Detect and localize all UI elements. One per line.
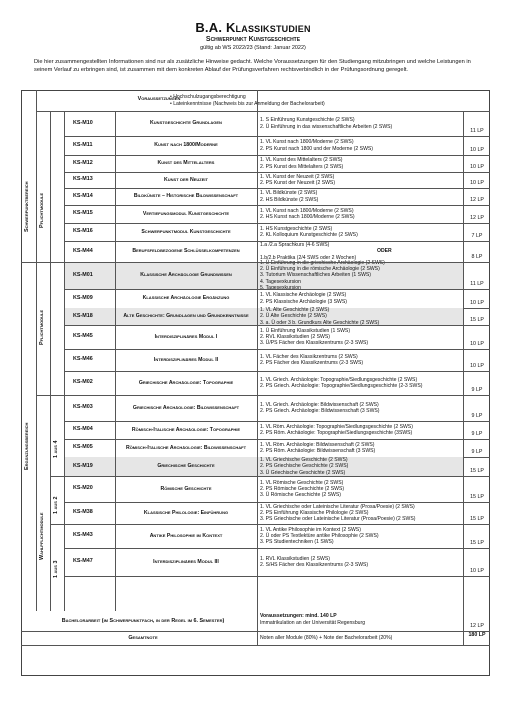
module-course: 2. KL Kolloquium Kunstgeschichte (2 SWS): [260, 232, 358, 238]
module-course: 1. VL Alte Geschichte (2 SWS): [260, 307, 330, 314]
module-name: Griechische Geschichte: [157, 463, 215, 470]
module-name: Klassische Philologie: Einführung: [143, 509, 229, 516]
module-credits: 10 LP: [470, 363, 484, 369]
module-credits: 10 LP: [470, 300, 484, 306]
col-divider: [50, 111, 51, 262]
module-code: KS-M20: [73, 485, 93, 491]
module-code: KS-M11: [73, 141, 93, 148]
module-code: KS-M47: [73, 558, 93, 564]
module-course: 3. PS Griechische oder Lateinische Literatur (Prosa/Poesie) (2 SWS): [260, 516, 416, 523]
module-credits: 8 LP: [471, 254, 483, 260]
col-divider: [64, 111, 65, 611]
col-divider: [115, 111, 116, 611]
module-credits: 12 LP: [470, 215, 484, 221]
module-course: 1. VL Antike Philosophie im Kontext (2 SWS): [260, 526, 361, 533]
module-name: Römisch-Italische Archäologie: Topographie: [131, 426, 241, 433]
module-name: Kunst des Mittelalters: [157, 160, 215, 167]
module-code: KS-M16: [73, 228, 93, 234]
row-divider: [64, 576, 490, 577]
module-code: KS-M01: [73, 271, 93, 278]
choice-1-of-2-label: 1 aus 2: [53, 496, 59, 514]
module-course: 2. PS Griechische Geschichte (2 SWS): [260, 463, 349, 470]
module-course: 1. VL Röm. Archäologie: Topographie/Siedlungsgeschichte (2 SWS): [260, 423, 413, 430]
module-course: 1. VL Kunst nach 1800/Moderne (2 SWS): [260, 139, 354, 146]
module-course: 5. Tagesexkursion: [260, 284, 301, 291]
module-course: 2. Ü Einführung in das wissenschaftliche Arbeiten (2 SWS): [260, 123, 393, 130]
group-divider: [50, 476, 64, 477]
module-name: Kunst nach 1800/Moderne: [154, 142, 218, 149]
choice-1-of-3-label: 1 aus 3: [53, 560, 59, 578]
module-course: ODER: [377, 248, 392, 255]
section-divider: [36, 395, 50, 396]
module-course: 1.b/2.b Praktika (2/4 SWS oder 2 Wochen): [260, 254, 357, 261]
module-course: 1. VL Fächer des Klassikzentrums (2 SWS): [260, 353, 358, 360]
module-name: Römisch-Italische Archäologie: Bildwissenschaft: [125, 444, 247, 451]
total-formula: Noten aller Module (80%) + Note der Bachelorarbeit (20%): [260, 635, 393, 641]
module-code: KS-M44: [73, 247, 93, 254]
prereq-item: • Lateinkenntnisse (Nachweis bis zur Anmeldung der Bachelorarbeit): [170, 101, 325, 107]
module-course: 3. Ü/PS Fächer des Klassikzentrums (2-3 SWS): [260, 340, 369, 347]
module-course: 2. S/HS Fächer des Klassikzentrums (2-3 SWS): [260, 562, 369, 568]
module-course: 1. HS Kunstgeschichte (2 SWS): [260, 225, 333, 232]
row-divider: [21, 645, 490, 646]
module-course: 1. VL Griech. Archäologie: Topographie/Siedlungsgeschichte (2 SWS): [260, 376, 418, 383]
module-code: KS-M04: [73, 426, 93, 432]
module-code: KS-M19: [73, 462, 93, 469]
module-course: 2. Ü Einführung in die römische Archäologie (2 SWS): [260, 266, 380, 273]
module-credits: 10 LP: [470, 568, 484, 574]
module-code: KS-M18: [73, 312, 93, 319]
module-code: KS-M02: [73, 379, 93, 385]
module-course: 2. HS Bildkünste (2 SWS): [260, 196, 319, 203]
module-name: Schwerpunktmodul Kunstgeschichte: [141, 228, 231, 235]
module-course: 1. RVL Klassikstudien (2 SWS): [260, 555, 330, 562]
module-credits: 12 LP: [470, 197, 484, 203]
total-label: Gesamtnote: [128, 635, 158, 641]
module-code: KS-M43: [73, 532, 93, 538]
module-course: 1. VL Griechische Geschichte (2 SWS): [260, 457, 348, 464]
module-credits: 15 LP: [470, 468, 484, 474]
module-credits: 15 LP: [470, 317, 484, 323]
bachelor-label: Bachelorarbeit (im Schwerpunktfach, in der Regel im 6. Semester): [61, 618, 225, 624]
module-name: Griechische Archäologie: Topographie: [138, 379, 234, 386]
module-credits: 9 LP: [471, 387, 483, 393]
module-course: 1. VL Kunst des Mittelalters (2 SWS): [260, 157, 343, 164]
prereq-item: • Hochschulzugangsberechtigung: [170, 94, 246, 100]
module-code: KS-M46: [73, 356, 93, 362]
module-credits: 10 LP: [470, 147, 484, 153]
page-subtitle: Schwerpunkt Kunstgeschichte: [205, 36, 301, 43]
module-code: KS-M45: [73, 333, 93, 339]
module-code: KS-M12: [73, 159, 93, 166]
prereq-label: Voraussetzungen: [137, 96, 181, 102]
module-course: 1.a /2.a Sprachkurs (4-6 SWS): [260, 242, 330, 249]
module-code: KS-M05: [73, 444, 93, 450]
module-code: KS-M10: [73, 119, 93, 126]
module-course: 2. PS Kunst nach 1800 und der Moderne (2 SWS): [260, 145, 373, 152]
module-name: Berufsfeldbezogene Schlüsselkompetenzen: [132, 248, 240, 255]
bachelor-credits: 12 LP: [470, 623, 484, 629]
module-credits: 11 LP: [470, 281, 484, 287]
bachelor-condition: Voraussetzungen: mind. 140 LP: [260, 613, 337, 619]
schwerpunkt-label: Schwerpunktbereich: [24, 181, 30, 232]
choice-1-of-4-label: 1 aus 4: [53, 440, 59, 458]
module-credits: 15 LP: [470, 516, 484, 522]
pflichtmodule-label: Pflichtmodule: [39, 192, 45, 228]
module-course: 3. PS Studientechniken (1 SWS): [260, 539, 334, 546]
bachelor-condition: Immatrikulation an der Universität Regensburg: [260, 620, 366, 626]
module-course: 1. VL Bildkünste (2 SWS): [260, 190, 318, 197]
group-divider: [50, 524, 64, 525]
module-course: 2. Ü oder PS Textlektüre antike Philosophie (2 SWS): [260, 532, 379, 539]
module-course: 2. HS Kunst nach 1800/Moderne (2 SWS): [260, 214, 355, 220]
wahlpflicht-label: Wahlpflichtmodule: [39, 512, 45, 560]
row-divider: [36, 111, 490, 112]
module-credits: 15 LP: [470, 540, 484, 546]
module-course: 1. Ü Einführung Klassikstudien (1 SWS): [260, 327, 351, 334]
module-name: Vertiefungsmodul Kunstgeschichte: [142, 210, 230, 217]
module-course: 4. Tagesexkursion: [260, 278, 301, 285]
module-credits: 10 LP: [470, 164, 484, 170]
module-course: 3. Ü Römische Geschichte (2 SWS): [260, 492, 341, 499]
col-divider: [257, 90, 258, 645]
module-course: 2. Ü Alte Geschichte (2 SWS): [260, 313, 327, 320]
module-code: KS-M03: [73, 404, 93, 410]
section-divider: [50, 395, 64, 396]
module-code: KS-M13: [73, 176, 93, 182]
module-name: Bildkünste – Historische Bildwissenschaft: [133, 193, 239, 200]
module-code: KS-M38: [73, 509, 93, 515]
module-course: 2. PS Kunst der Neuzeit (2 SWS): [260, 180, 336, 186]
module-credits: 11 LP: [470, 128, 484, 134]
module-course: 1. VL Röm. Archäologie: Bildwissenschaft (2 SWS): [260, 441, 375, 448]
module-name: Interdisziplinäres Modul III: [153, 558, 219, 565]
module-course: 3. Tutorium Wissenschaftliches Arbeiten (1 SWS): [260, 272, 371, 279]
module-course: 2. PS Röm. Archäologie: Topographie/Siedlungsgeschichte (3SWS): [260, 430, 413, 436]
module-course: 2. PS Fächer des Klassikzentrums (2-3 SWS): [260, 360, 364, 366]
module-name: Interdisziplinäres Modul II: [153, 356, 219, 363]
module-course: 2. PS Kunst des Mittelalters (2 SWS): [260, 163, 344, 170]
module-course: 1. VL Klassische Archäologie (2 SWS): [260, 292, 347, 299]
module-course: 2. PS Griech. Archäologie: Bildwissenschaft (3 SWS): [260, 408, 380, 414]
pflichtmodule-label: Pflichtmodule: [39, 309, 45, 345]
module-name: Alte Geschichte: Grundlagen und Grundkenntnisse: [123, 313, 249, 320]
module-course: 2. PS Griech. Archäologie: Topographie/Siedlungsgeschichte (2-3 SWS): [260, 383, 423, 389]
col-divider: [463, 111, 464, 645]
module-course: 1. VL Griechische oder Lateinische Literatur (Prosa/Poesie) (2 SWS): [260, 503, 415, 510]
section-divider: [21, 262, 490, 263]
module-course: 1. VL Griech. Archäologie: Bildwissenschaft (2 SWS): [260, 401, 379, 408]
module-credits: 9 LP: [471, 413, 483, 419]
module-name: Antike Philosophie im Kontext: [149, 532, 223, 539]
intro-paragraph: Die hier zusammengestellten Informationen sind nur als zusätzliche Hinweise gedacht. Welche Voraussetzungen für den Studiengang mitzubringen und welche Leistungen in seinem Verlauf zu erbringen sind, ist zusammen mit dem konkreten Ablauf der Prüfungsverfahren rechtsverbindlich in der Prüfungsordnung geregelt.: [34, 59, 471, 73]
module-credits: 10 LP: [470, 180, 484, 186]
module-code: KS-M15: [73, 210, 93, 216]
module-credits: 9 LP: [471, 431, 483, 437]
total-credits: 180 LP: [468, 632, 486, 638]
module-course: 2. PS Römische Geschichte (2 SWS): [260, 485, 345, 492]
validity-note: gültig ab WS 2022/23 (Stand: Januar 2022): [200, 45, 306, 51]
module-name: Römische Geschichte: [160, 485, 212, 492]
module-course: 1. VL Kunst der Neuzeit (2 SWS): [260, 173, 335, 180]
module-code: KS-M14: [73, 192, 93, 199]
ergaenzung-label: Ergänzungsbereich: [24, 422, 30, 470]
module-credits: 10 LP: [470, 341, 484, 347]
module-course: 2. PS Klassische Archäologie (3 SWS): [260, 298, 347, 305]
module-course: 1. S Einführung Kunstgeschichte (2 SWS): [260, 117, 355, 124]
col-divider: [50, 262, 51, 611]
module-credits: 7 LP: [471, 233, 483, 239]
module-course: 3. a. Ü oder 3 b. Grundkurs Alte Geschichte (2 SWS): [260, 319, 380, 326]
row-divider: [21, 631, 490, 632]
module-course: 1. VL Römische Geschichte (2 SWS): [260, 479, 344, 486]
module-course: 2. RVL Klassikstudien (2 SWS): [260, 333, 330, 340]
module-course: 1. Ü Einführung in die griechische Archäologie (2 SWS): [260, 259, 385, 266]
module-course: 2. PS Einführung Klassische Philologie (2 SWS): [260, 509, 369, 516]
module-name: Klassische Archäologie Grundwissen: [140, 272, 232, 279]
module-name: Klassische Archäologie Ergänzung: [142, 295, 230, 302]
module-name: Kunstgeschichte Grundlagen: [150, 120, 222, 127]
page-title: B.A. Klassikstudien: [195, 20, 311, 35]
module-name: Kunst der Neuzeit: [164, 176, 208, 183]
module-course: 2. PS Röm. Archäologie: Bildwissenschaft (3 SWS): [260, 448, 376, 454]
module-credits: 15 LP: [470, 494, 484, 500]
module-credits: 9 LP: [471, 449, 483, 455]
col-divider: [36, 90, 37, 611]
module-course: 1. VL Kunst nach 1800/Moderne (2 SWS): [260, 207, 354, 214]
module-name: Griechische Archäologie: Bildwissenschaft: [132, 404, 240, 411]
module-course: 3. Ü Griechische Geschichte (2 SWS): [260, 469, 346, 476]
module-code: KS-M09: [73, 294, 93, 301]
module-name: Interdisziplinäres Modul I: [154, 333, 218, 340]
